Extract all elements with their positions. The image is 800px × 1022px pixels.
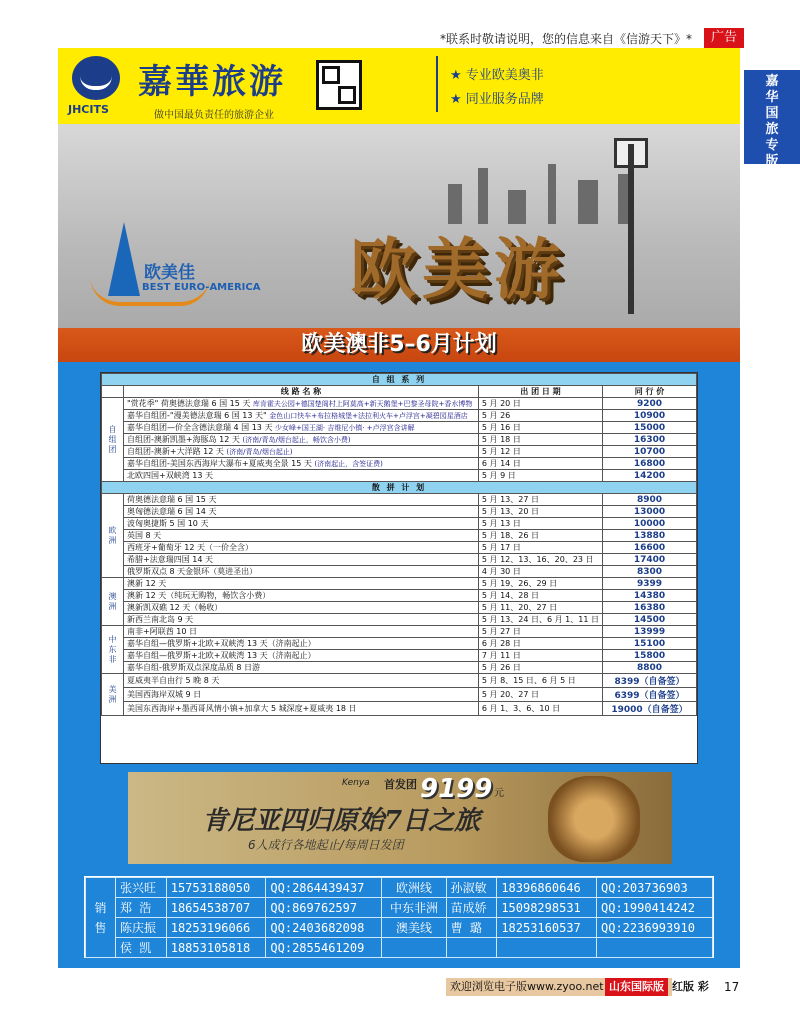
plan-title: 欧美澳非5–6月计划 — [301, 332, 497, 357]
contact-phone[interactable]: 18253196066 — [166, 918, 266, 938]
contact-phone[interactable]: 18253160537 — [497, 918, 597, 938]
section-header — [102, 374, 697, 386]
kenya-price-unit: 元 — [494, 788, 504, 799]
section-header — [102, 482, 697, 494]
route-price: 8800 — [603, 662, 697, 674]
ad-badge: 广告 — [704, 28, 744, 48]
route-price: 13999 — [603, 626, 697, 638]
route-date: 5 月 12 日 — [478, 446, 602, 458]
logo-slogan: 做中国最负责任的旅游企业 — [154, 110, 274, 121]
route-name: 波匈奥捷斯 5 国 10 天 — [124, 518, 479, 530]
group-label: 美洲 — [102, 674, 124, 716]
contact-region — [382, 938, 446, 958]
route-date: 6 月 14 日 — [478, 458, 602, 470]
table-row[interactable] — [102, 494, 697, 506]
route-name: 夏威夷半自由行 5 晚 8 天 — [124, 674, 479, 688]
section-title: 自 组 系 列 — [102, 374, 697, 386]
route-date: 5 月 11、20、27 日 — [478, 602, 602, 614]
table-row[interactable] — [102, 554, 697, 566]
table-row[interactable] — [102, 626, 697, 638]
table-row[interactable] — [102, 530, 697, 542]
group-header-cell — [102, 386, 124, 398]
route-price: 6399（自备签） — [603, 688, 697, 702]
side-tab-char: 专 — [765, 138, 779, 153]
contact-qq[interactable]: QQ:1990414242 — [597, 898, 713, 918]
kenya-banner[interactable] — [128, 772, 672, 864]
side-tab-char: 华 — [765, 90, 779, 105]
route-date: 5 月 8、15 日、6 月 5 日 — [478, 674, 602, 688]
contact-qq[interactable]: QQ:2236993910 — [597, 918, 713, 938]
route-note: 少女峰+国王湖· 吉维尼小镇· +卢浮宫含讲解 — [275, 424, 415, 432]
kenya-title: 肯尼亚四归原始7日之旅 — [202, 806, 481, 836]
route-price: 16600 — [603, 542, 697, 554]
contact-qq[interactable]: QQ:869762597 — [266, 898, 382, 918]
column-header-date: 出 团 日 期 — [478, 386, 602, 398]
route-name: 奥匈德法意瑞 6 国 14 天 — [124, 506, 479, 518]
contact-row — [86, 898, 713, 918]
lamp-post — [628, 144, 634, 314]
table-row[interactable] — [102, 398, 697, 410]
table-row[interactable] — [102, 602, 697, 614]
route-price: 8300 — [603, 566, 697, 578]
route-price: 14380 — [603, 590, 697, 602]
table-row[interactable] — [102, 506, 697, 518]
table-row[interactable] — [102, 434, 697, 446]
route-date: 7 月 11 日 — [478, 650, 602, 662]
side-tab-char: 版 — [765, 154, 779, 169]
sales-label: 销售 — [86, 878, 116, 958]
route-name: 南非+阿联酋 10 日 — [124, 626, 479, 638]
route-price: 15000 — [603, 422, 697, 434]
contact-phone[interactable]: 18654538707 — [166, 898, 266, 918]
route-cell — [124, 458, 479, 470]
table-row[interactable] — [102, 662, 697, 674]
logo-name: 嘉華旅游 — [138, 62, 286, 102]
section-title: 散 拼 计 划 — [102, 482, 697, 494]
table-row[interactable] — [102, 470, 697, 482]
route-note: (济南起止，含签证费) — [314, 460, 383, 468]
footer-version: 红版 彩 — [672, 980, 709, 993]
route-name: 澳新凯双礁 12 天（畅收） — [124, 602, 479, 614]
plan-title-bar — [58, 328, 740, 362]
contact-phone[interactable]: 15098298531 — [497, 898, 597, 918]
route-date: 5 月 14、28 日 — [478, 590, 602, 602]
route-name: 美国东西海岸+墨西哥风情小镇+加拿大 5 城深度+夏威夷 18 日 — [124, 702, 479, 716]
route-price: 16800 — [603, 458, 697, 470]
table-row[interactable] — [102, 422, 697, 434]
route-date: 5 月 20 日 — [478, 398, 602, 410]
route-name: 嘉华自组团-"漫美德法意瑞 6 国 13 天" — [127, 411, 267, 420]
route-name: 澳新 12 天（纯玩无购物，畅饮含小费） — [124, 590, 479, 602]
route-date: 5 月 26 日 — [478, 662, 602, 674]
route-name: 嘉华自组团—价全含德法意瑞 4 国 13 天 — [127, 423, 273, 432]
route-name: 美国西海岸双城 9 日 — [124, 688, 479, 702]
group-label: 澳洲 — [102, 578, 124, 626]
route-name: 荷奥德法意瑞 6 国 15 天 — [124, 494, 479, 506]
first-group-label: 首发团 — [384, 778, 417, 791]
table-row[interactable] — [102, 650, 697, 662]
logo-abbr: JHCITS — [68, 103, 109, 116]
contact-phone[interactable]: 18396860646 — [497, 878, 597, 898]
route-name: 俄罗斯双点 8 天金银环（莫进圣出） — [124, 566, 479, 578]
schedule-table — [100, 372, 698, 764]
route-note: (济南/青岛/烟台起止) — [226, 448, 293, 456]
page-number: 17 — [724, 980, 740, 994]
route-date: 5 月 26 — [478, 410, 602, 422]
route-cell — [124, 434, 479, 446]
lion-icon — [548, 776, 640, 862]
route-price: 9399 — [603, 578, 697, 590]
contact-phone[interactable]: 15753188050 — [166, 878, 266, 898]
route-date: 5 月 27 日 — [478, 626, 602, 638]
table-row[interactable] — [102, 446, 697, 458]
table-row[interactable] — [102, 410, 697, 422]
kenya-price: 9199 — [420, 774, 493, 804]
header-divider — [436, 56, 438, 112]
table-row[interactable] — [102, 674, 697, 688]
route-name: 新西兰南北岛 9 天 — [124, 614, 479, 626]
table-row[interactable] — [102, 638, 697, 650]
contact-qq[interactable]: QQ:2855461209 — [266, 938, 382, 958]
route-cell — [124, 470, 479, 482]
table-row[interactable] — [102, 542, 697, 554]
contact-phone[interactable] — [497, 938, 597, 958]
route-date: 6 月 28 日 — [478, 638, 602, 650]
contact-name: 陈庆振 — [116, 918, 167, 938]
contact-qq[interactable]: QQ:2864439437 — [266, 878, 382, 898]
side-tab-char: 旅 — [765, 122, 779, 137]
side-tab-char: 嘉 — [765, 74, 779, 89]
route-date: 5 月 17 日 — [478, 542, 602, 554]
footer-edition: 山东国际版 — [605, 978, 668, 996]
brand-en: BEST EURO-AMERICA — [142, 282, 261, 293]
hero-banner — [58, 124, 740, 328]
route-date: 5 月 12、13、16、20、23 日 — [478, 554, 602, 566]
contact-qq[interactable]: QQ:203736903 — [597, 878, 713, 898]
route-date: 5 月 13、27 日 — [478, 494, 602, 506]
contact-row — [86, 918, 713, 938]
route-price: 14500 — [603, 614, 697, 626]
route-name: 自组团-澳新+大洋路 12 天 — [127, 447, 224, 456]
contact-qq[interactable]: QQ:2403682098 — [266, 918, 382, 938]
contact-name: 张兴旺 — [116, 878, 167, 898]
route-name: 嘉华自组团-美国东西海岸大瀑布+夏威夷全景 15 天 — [127, 459, 312, 468]
route-date: 5 月 18、26 日 — [478, 530, 602, 542]
route-name: 希腊+法意瑞四国 14 天 — [124, 554, 479, 566]
contact-row — [86, 938, 713, 958]
kenya-label: Kenya — [342, 778, 370, 788]
route-price: 10700 — [603, 446, 697, 458]
contact-phone[interactable]: 18853105818 — [166, 938, 266, 958]
route-price: 8399（自备签） — [603, 674, 697, 688]
route-name: 英国 8 天 — [124, 530, 479, 542]
route-date: 5 月 16 日 — [478, 422, 602, 434]
contact-name — [446, 938, 497, 958]
footer-url[interactable]: 欢迎浏览电子版www.zyoo.net — [446, 978, 672, 996]
contact-region: 中东非洲 — [382, 898, 446, 918]
group-label: 中东非 — [102, 626, 124, 674]
table-row[interactable] — [102, 590, 697, 602]
route-name: "赏花季" 荷奥德法意瑞 6 国 15 天 — [127, 399, 251, 408]
side-tab — [744, 70, 800, 169]
brand-cn: 欧美佳 — [144, 263, 195, 283]
contact-name: 郑 浩 — [116, 898, 167, 918]
table-row[interactable] — [102, 702, 697, 716]
route-date: 5 月 13 日 — [478, 518, 602, 530]
route-price: 13000 — [603, 506, 697, 518]
route-date: 5 月 13、20 日 — [478, 506, 602, 518]
route-price: 8900 — [603, 494, 697, 506]
contact-region: 澳美线 — [382, 918, 446, 938]
route-price: 9200 — [603, 398, 697, 410]
column-header-row — [102, 386, 697, 398]
group-label: 欧洲 — [102, 494, 124, 578]
route-price: 19000（自备签） — [603, 702, 697, 716]
contact-row — [86, 878, 713, 898]
banner-title: 欧美游 — [350, 231, 566, 308]
group-label: 自组团 — [102, 398, 124, 482]
route-price: 10000 — [603, 518, 697, 530]
contact-name: 苗成娇 — [446, 898, 497, 918]
header — [58, 48, 740, 124]
route-price: 15100 — [603, 638, 697, 650]
route-date: 5 月 13、24 日、6 月 1、11 日 — [478, 614, 602, 626]
route-price: 10900 — [603, 410, 697, 422]
table-row[interactable] — [102, 688, 697, 702]
qr-code-icon[interactable] — [316, 60, 362, 110]
route-price: 14200 — [603, 470, 697, 482]
feature-1: ★ 专业欧美奥非 — [450, 68, 544, 83]
route-cell — [124, 398, 479, 410]
column-header-price: 同 行 价 — [603, 386, 697, 398]
table-row[interactable] — [102, 518, 697, 530]
route-name: 嘉华自组—俄罗斯+北欧+双峡湾 13 天（济南起止） — [124, 650, 479, 662]
feature-2: ★ 同业服务品牌 — [450, 92, 544, 107]
route-cell — [124, 410, 479, 422]
route-name: 嘉华自组-俄罗斯双点深度品质 8 日游 — [124, 662, 479, 674]
contact-name: 曹 璐 — [446, 918, 497, 938]
route-date: 4 月 30 日 — [478, 566, 602, 578]
side-tab-char: 国 — [765, 106, 779, 121]
table-row[interactable] — [102, 578, 697, 590]
route-price: 17400 — [603, 554, 697, 566]
route-name: 北欧四国+双峡湾 13 天 — [127, 471, 213, 480]
route-cell — [124, 422, 479, 434]
route-name: 嘉华自组—俄罗斯+北欧+双峡湾 13 天（济南起止） — [124, 638, 479, 650]
route-name: 澳新 12 天 — [124, 578, 479, 590]
kenya-subtitle: 6人成行各地起止/每周日发团 — [248, 838, 404, 852]
route-date: 5 月 18 日 — [478, 434, 602, 446]
contact-name: 孙淑敏 — [446, 878, 497, 898]
route-price: 13880 — [603, 530, 697, 542]
route-price: 15800 — [603, 650, 697, 662]
route-date: 5 月 9 日 — [478, 470, 602, 482]
route-price: 16380 — [603, 602, 697, 614]
route-date: 5 月 20、27 日 — [478, 688, 602, 702]
contact-table — [84, 876, 714, 958]
route-price: 16300 — [603, 434, 697, 446]
contact-region: 欧洲线 — [382, 878, 446, 898]
route-note: (济南/青岛/烟台起止，畅饮含小费) — [242, 436, 351, 444]
route-name: 自组团-澳新凯墨+海豚岛 12 天 — [127, 435, 240, 444]
route-name: 西班牙+葡萄牙 12 天（一价全含） — [124, 542, 479, 554]
table-row[interactable] — [102, 458, 697, 470]
source-note: *联系时敬请说明，您的信息来自《信游天下》* — [440, 32, 693, 46]
table-row[interactable] — [102, 566, 697, 578]
route-date: 6 月 1、3、6、10 日 — [478, 702, 602, 716]
column-header-route: 线 路 名 称 — [124, 386, 479, 398]
table-row[interactable] — [102, 614, 697, 626]
route-note: 库肯霍夫公园+德国楚阁村上阿莫高+新天鹅堡+巴黎圣母院+香水博物 — [252, 400, 473, 408]
route-date: 5 月 19、26、29 日 — [478, 578, 602, 590]
contact-name: 侯 凯 — [116, 938, 167, 958]
contact-qq[interactable] — [597, 938, 713, 958]
route-note: 金色山口快车+布拉格城堡+法拉利火车+卢浮宫+凝碧园星酒店 — [269, 412, 468, 420]
route-cell — [124, 446, 479, 458]
